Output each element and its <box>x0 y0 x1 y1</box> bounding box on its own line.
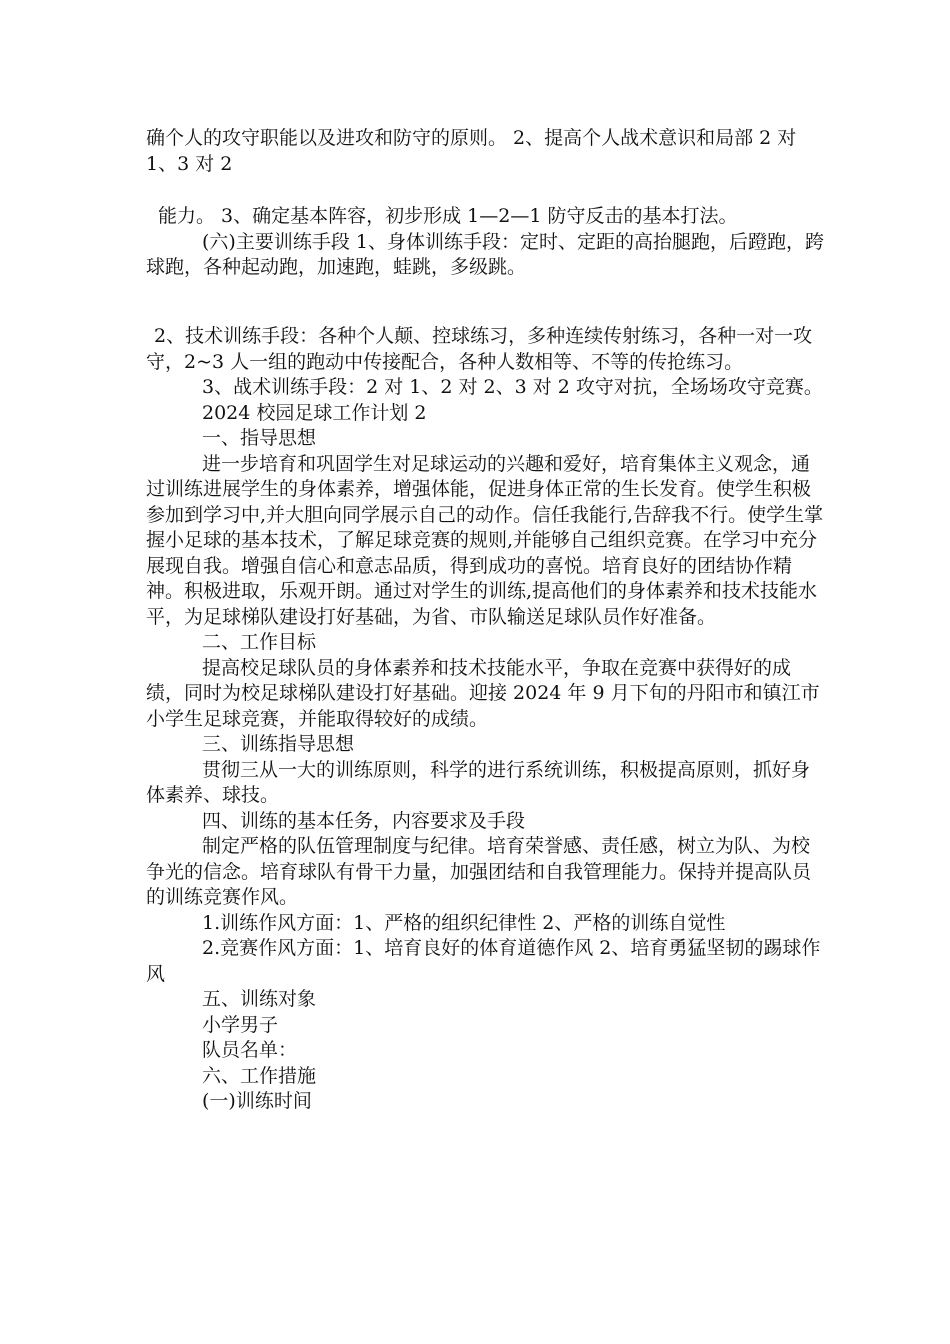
section-title: 2024 校园足球工作计划 2 <box>202 401 427 424</box>
body-paragraph: 提高校足球队员的身体素养和技术技能水平，争取在竞赛中获得好的成绩，同时为校足球梯队建设打好基础。迎接 2024 年 9 月下旬的丹阳市和镇江市小学生足球竞赛，并能取得较好的成绩。 <box>146 656 820 730</box>
text-line: 确个人的攻守职能以及进攻和防守的原则。 2、提高个人战术意识和局部 2 对 1、3 对 2 <box>146 127 797 175</box>
text-line: 队员名单： <box>202 1039 298 1061</box>
heading-basic-tasks: 四、训练的基本任务，内容要求及手段 <box>202 809 526 832</box>
heading-training-thought: 三、训练指导思想 <box>202 733 355 755</box>
heading-training-target: 五、训练对象 <box>202 988 317 1010</box>
text-line: 小学男子 <box>202 1013 279 1036</box>
paragraph-technique <box>146 324 826 1115</box>
text-line: 3、战术训练手段：2 对 1、2 对 2、3 对 2 攻守对抗，全场场攻守竞赛。 <box>202 376 823 398</box>
text-line: 2、技术训练手段：各种个人颠、控球练习，多种连续传射练习，各种一对一攻守，2~3 人一组的跑动中传接配合，各种人数相等、不等的传抢练习。 <box>146 325 813 373</box>
heading-guiding-thought: 一、指导思想 <box>202 427 317 449</box>
heading-work-goal: 二、工作目标 <box>202 631 317 653</box>
body-paragraph: 制定严格的队伍管理制度与纪律。培育荣誉感、责任感，树立为队、为校争光的信念。培育球队有骨干力量，加强团结和自我管理能力。保持并提高队员的训练竞赛作风。 <box>146 835 812 908</box>
text-line: 能力。 3、确定基本阵容，初步形成 1—2—1 防守反击的基本打法。 <box>158 205 738 227</box>
body-paragraph: 贯彻三从一大的训练原则，科学的进行系统训练，积极提高原则，抓好身体素养、球技。 <box>146 758 811 806</box>
paragraph-continuation <box>146 126 826 177</box>
paragraph-ability <box>146 204 826 281</box>
body-paragraph: 1.训练作风方面：1、严格的组织纪律性 2、严格的训练自觉性 <box>202 911 726 934</box>
text-line: (一)训练时间 <box>202 1090 312 1112</box>
body-paragraph: 2.竞赛作风方面：1、培育良好的体育道德作风 2、培育勇猛坚韧的踢球作风 <box>146 937 821 985</box>
text-line: (六)主要训练手段 1、身体训练手段：定时、定距的高抬腿跑，后蹬跑，跨球跑，各种起动跑，加速跑，蛙跳，多级跳。 <box>146 230 824 278</box>
heading-work-measures: 六、工作措施 <box>202 1064 317 1087</box>
body-paragraph: 进一步培育和巩固学生对足球运动的兴趣和爱好，培育集体主义观念，通过训练进展学生的身体素养，增强体能，促进身体正常的生长发育。使学生积极参加到学习中,并大胆向同学展示自己的动作。信任我能行,告辞我不行。使学生掌握小足球的基本技术，了解足球竞赛的规则,并能够自己组织竞赛。在学习中充分展现自我。增强自信心和意志品质，得到成功的喜悦。培育良好的团结协作精神。积极进取，乐观开朗。通过对学生的训练,提高他们的身体素养和技术技能水平，为足球梯队建设打好基础，为省、市队输送足球队员作好准备。 <box>146 452 824 628</box>
